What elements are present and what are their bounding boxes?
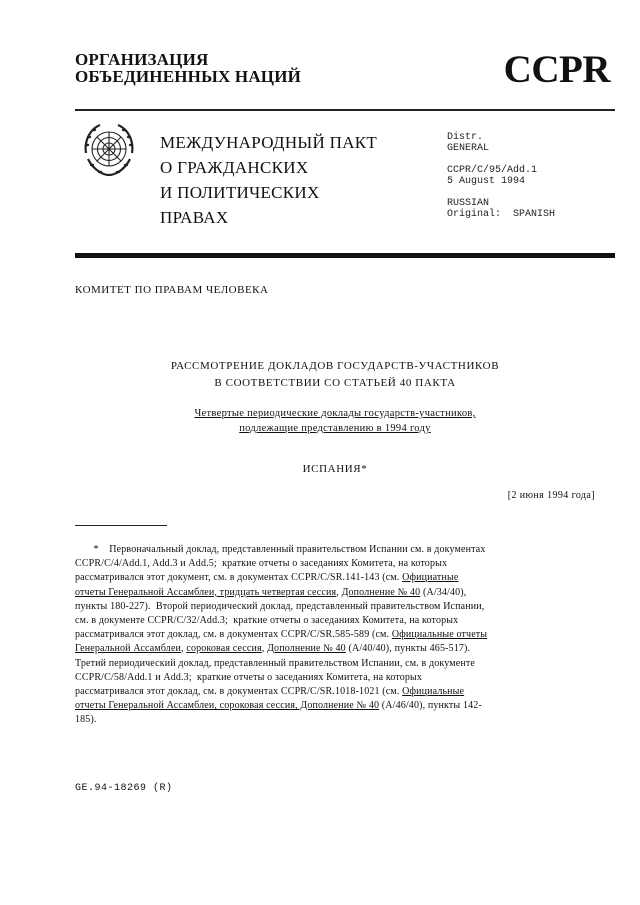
footnote-text: CCPR/C/4/Add.1, Add.3 и Add.5; краткие отчеты о заседаниях Комитета, на которых bbox=[75, 558, 448, 570]
country-name: ИСПАНИЯ* bbox=[302, 463, 368, 475]
doc-original-language: Original: SPANISH bbox=[447, 209, 556, 220]
footnote-text: сороковая сессия bbox=[186, 643, 262, 655]
footnote-text: пункты 180-227). Второй периодический доклад, представленный правительством Испании, bbox=[75, 600, 485, 612]
footnote-line bbox=[75, 628, 590, 642]
distribution-info bbox=[447, 132, 555, 220]
org-line-2: ОБЪЕДИНЕННЫХ НАЦИЙ bbox=[75, 67, 302, 86]
footnote-text: рассматривался этот документ, см. в документах CCPR/C/SR.141-143 (см. bbox=[75, 572, 403, 584]
covenant-title bbox=[160, 130, 377, 230]
footnote-text: Дополнение № 40 bbox=[341, 586, 421, 598]
footnote-text: , bbox=[181, 643, 187, 655]
footnote-text: рассматривался этот доклад, см. в документах CCPR/C/SR.1018-1021 (см. bbox=[75, 686, 403, 698]
report-subtitle bbox=[75, 406, 595, 436]
document-code: GE.94-18269 (R) bbox=[75, 783, 173, 794]
footnote-text: Дополнение № 40 bbox=[267, 643, 346, 655]
footnote-text: (A/46/40), пункты 142- bbox=[379, 700, 482, 712]
title-rule bbox=[75, 253, 615, 258]
footnote-line bbox=[75, 671, 590, 685]
footnote-line bbox=[75, 614, 590, 628]
title-line-4: ПРАВАХ bbox=[160, 208, 229, 227]
footnote-line bbox=[75, 571, 590, 585]
footnote-text: (A/40/40), пункты 465-517). bbox=[345, 643, 471, 655]
heading-line-1: РАССМОТРЕНИЕ ДОКЛАДОВ ГОСУДАРСТВ-УЧАСТНИКОВ bbox=[170, 360, 500, 372]
footnote-line bbox=[75, 713, 590, 727]
footnote-text: , bbox=[261, 643, 268, 655]
subtitle-line-2: подлежащие представлению в 1994 году bbox=[239, 423, 431, 434]
report-heading bbox=[75, 358, 595, 392]
heading-line-2: В СООТВЕТСТВИИ СО СТАТЬЕЙ 40 ПАКТА bbox=[214, 377, 456, 389]
footnote-line bbox=[75, 685, 590, 699]
org-line-1: ОРГАНИЗАЦИЯ bbox=[75, 50, 209, 69]
footnote-text: отчеты Генеральной Ассамблеи, тридцать четвертая сессия bbox=[75, 586, 337, 598]
document-symbol-large: CCPR bbox=[503, 48, 610, 91]
doc-symbol: CCPR/C/95/Add.1 bbox=[447, 165, 538, 176]
footnote bbox=[75, 543, 590, 728]
footnote-text: Официальные отчеты bbox=[391, 629, 488, 641]
footnote-text: Третий периодический доклад, представленный правительством Испании, см. в документе bbox=[75, 657, 475, 669]
un-emblem-icon bbox=[78, 119, 140, 181]
footnote-line bbox=[75, 699, 590, 713]
footnote-separator bbox=[75, 525, 167, 526]
distr-label: Distr. bbox=[447, 132, 484, 143]
footnote-line bbox=[75, 600, 590, 614]
footnote-text: 185). bbox=[75, 714, 97, 726]
report-date: [2 июня 1994 года] bbox=[507, 490, 595, 501]
footnote-line bbox=[75, 657, 590, 671]
footnote-text: рассматривался этот доклад, см. в документах CCPR/C/SR.585-589 (см. bbox=[75, 629, 392, 641]
distr-general: GENERAL bbox=[447, 143, 490, 154]
footnote-text: Официатные bbox=[402, 572, 459, 584]
title-line-3: И ПОЛИТИЧЕСКИХ bbox=[160, 183, 320, 202]
footnote-text: см. в документе CCPR/C/32/Add.3; краткие отчеты о заседаниях Комитета, на которых bbox=[75, 615, 459, 627]
doc-date: 5 August 1994 bbox=[447, 176, 526, 187]
header-rule bbox=[75, 109, 615, 111]
doc-language: RUSSIAN bbox=[447, 198, 490, 209]
footnote-line bbox=[75, 642, 590, 656]
footnote-line bbox=[75, 543, 590, 557]
footnote-text: отчеты Генеральной Ассамблеи, сороковая сессия, Дополнение № 40 bbox=[75, 700, 380, 712]
committee-name: КОМИТЕТ ПО ПРАВАМ ЧЕЛОВЕКА bbox=[75, 284, 269, 296]
footnote-text: * Первоначальный доклад, представленный правительством Испании см. в документах bbox=[75, 544, 486, 555]
footnote-text: Официальные bbox=[402, 686, 465, 698]
footnote-text: (A/34/40), bbox=[420, 586, 467, 598]
title-line-2: О ГРАЖДАНСКИХ bbox=[160, 158, 309, 177]
footnote-text: CCPR/C/58/Add.1 и Add.3; краткие отчеты о заседаниях Комитета, на которых bbox=[75, 671, 423, 683]
footnote-text: , bbox=[336, 586, 342, 598]
title-line-1: МЕЖДУНАРОДНЫЙ ПАКТ bbox=[160, 133, 378, 152]
subtitle-line-1: Четвертые периодические доклады государств-участников, bbox=[194, 408, 476, 419]
footnote-line bbox=[75, 586, 590, 600]
footnote-text: Генеральной Ассамблеи bbox=[75, 643, 182, 655]
footnote-line bbox=[75, 557, 590, 571]
organization-name bbox=[75, 51, 301, 85]
